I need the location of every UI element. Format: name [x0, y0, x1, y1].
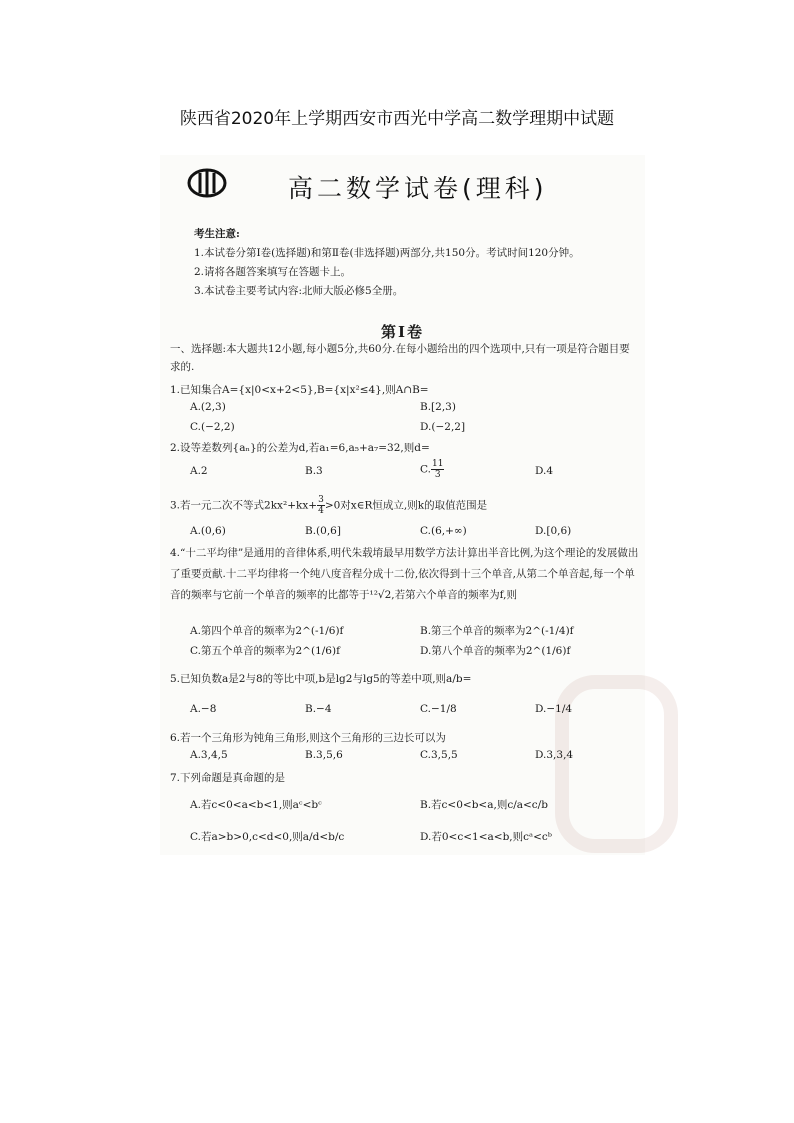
notice-item: 2.请将各题答案填写在答题卡上。	[194, 266, 352, 278]
q3-numerator: 3	[318, 495, 324, 505]
q5-option-b: B.−4	[305, 703, 332, 715]
notice-item: 3.本试卷主要考试内容:北师大版必修5全册。	[194, 285, 404, 297]
question-3-stem	[170, 495, 640, 516]
q1-option-c: C.(−2,2)	[190, 421, 235, 433]
q5-option-a: A.−8	[190, 703, 217, 715]
exam-title: 高二数学试卷(理科)	[288, 174, 548, 203]
q7-option-b: B.若c<0<b<a,则c/a<c/b	[420, 799, 548, 811]
q3-stem-end: >0对x∈R恒成立,则k的取值范围是	[324, 499, 488, 512]
q7-option-a: A.若c<0<a<b<1,则aᶜ<bᶜ	[190, 799, 322, 811]
q3-option-c: C.(6,+∞)	[420, 525, 467, 537]
notice-item: 1.本试卷分第Ⅰ卷(选择题)和第Ⅱ卷(非选择题)两部分,共150分。考试时间120分钟。	[194, 247, 580, 259]
section-title: 第Ⅰ卷	[380, 323, 425, 341]
question-4-stem: 4.“十二平均律”是通用的音律体系,明代朱载堉最早用数学方法计算出半音比例,为这个理论的发展做出了重要贡献.十二平均律将一个纯八度音程分成十二份,依次得到十三个单音,从第二个单音起,每一个单音的频率与它前一个单音的频率的比都等于¹²√2,若第六个单音的频率为f,则	[170, 547, 639, 601]
q6-option-a: A.3,4,5	[190, 749, 228, 761]
scanned-exam-page	[160, 155, 645, 855]
q6-option-c: C.3,5,5	[420, 749, 458, 761]
question-5-stem: 5.已知负数a是2与8的等比中项,b是lg2与lg5的等差中项,则a/b=	[170, 673, 472, 685]
q2-c-denominator: 3	[434, 470, 441, 480]
q1-option-a: A.(2,3)	[190, 401, 226, 413]
q3-option-a: A.(0,6)	[190, 525, 226, 537]
q1-option-d: D.(−2,2]	[420, 421, 466, 433]
scan-stain	[555, 675, 678, 853]
q2-option-a: A.2	[190, 465, 208, 477]
q6-option-d: D.3,3,4	[535, 749, 574, 761]
q6-option-b: B.3,5,6	[305, 749, 343, 761]
q7-option-c: C.若a>b>0,c<d<0,则a/d<b/c	[190, 831, 345, 843]
q4-option-b: B.第三个单音的频率为2^(-1/4)f	[420, 625, 574, 637]
question-6-stem: 6.若一个三角形为钝角三角形,则这个三角形的三边长可以为	[170, 732, 446, 744]
q1-option-b: B.[2,3)	[420, 401, 456, 413]
q2-c-numerator: 11	[432, 459, 444, 469]
q4-option-d: D.第八个单音的频率为2^(1/6)f	[420, 645, 571, 657]
q4-option-a: A.第四个单音的频率为2^(-1/6)f	[190, 625, 344, 637]
q2-option-b: B.3	[305, 465, 323, 477]
exam-notice	[194, 225, 580, 301]
q2-option-d: D.4	[535, 465, 554, 477]
q2-option-c	[420, 459, 444, 480]
choice-instructions: 一、选择题:本大题共12小题,每小题5分,共60分.在每小题给出的四个选项中,只有一项是符合题目要求的.	[170, 343, 630, 373]
question-2-stem: 2.设等差数列{aₙ}的公差为d,若a₁=6,a₅+a₇=32,则d=	[170, 442, 430, 454]
document-title: 陕西省2020年上学期西安市西光中学高二数学理期中试题	[179, 109, 615, 129]
notice-title: 考生注意:	[194, 228, 240, 240]
q3-option-b: B.(0,6]	[305, 525, 341, 537]
q4-option-c: C.第五个单音的频率为2^(1/6)f	[190, 645, 340, 657]
q5-option-c: C.−1/8	[420, 703, 457, 715]
q5-option-d: D.−1/4	[535, 703, 573, 715]
school-logo-icon	[186, 167, 228, 199]
q3-option-d: D.[0,6)	[535, 525, 572, 537]
question-7-stem: 7.下列命题是真命题的是	[170, 772, 286, 784]
q2-option-c-label: C.	[420, 463, 431, 476]
question-1-stem: 1.已知集合A={x|0<x+2<5},B={x|x²≤4},则A∩B=	[170, 384, 429, 396]
q7-option-d: D.若0<c<1<a<b,则cᵃ<cᵇ	[420, 831, 552, 843]
q3-denominator: 4	[318, 506, 324, 516]
q3-stem-start: 3.若一元二次不等式2kx²+kx+	[170, 499, 318, 512]
